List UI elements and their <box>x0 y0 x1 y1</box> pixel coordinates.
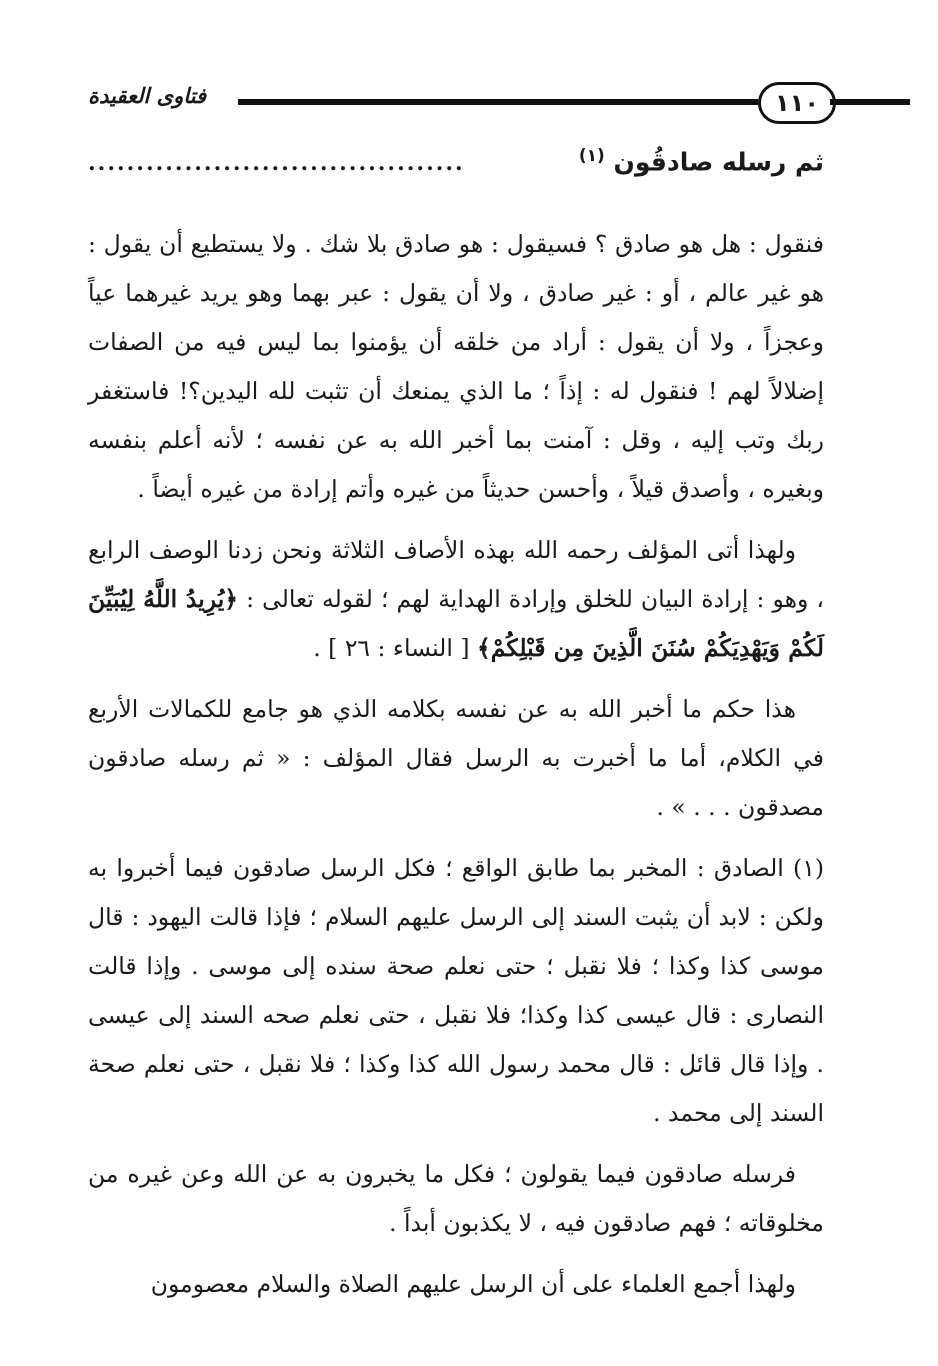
section-heading <box>88 140 824 190</box>
header-rule-right <box>830 99 910 105</box>
book-title: فتاوى العقيدة <box>88 84 207 108</box>
page-header <box>88 78 824 130</box>
verse-citation: [ النساء : ٢٦ ] . <box>313 634 470 662</box>
paragraph-1: فنقول : هل هو صادق ؟ فسيقول : هو صادق بلا شك . ولا يستطيع أن يقول : هو غير عالم ، أو : غير صادق ، ولا أن يقول : عبر بهما وهو يريد غيرهما عياً وعجزاً ، ولا أن يقول : أراد من خلقه أن يؤمنوا بما ليس فيه من الصفات إضلالاً لهم ! فنقول له : إذاً ؛ ما الذي يمنعك أن تثبت لله اليدين؟! فاستغفر ربك وتب إليه ، وقل : آمنت بما أخبر الله به عن نفسه ؛ لأنه أعلم بنفسه وبغيره ، وأصدق قيلاً ، وأحسن حديثاً من غيره وأتم إرادة من غيره أيضاً . <box>88 230 824 503</box>
paragraph-6: ولهذا أجمع العلماء على أن الرسل عليهم الصلاة والسلام معصومون <box>150 1270 796 1298</box>
page-number: ١١٠ <box>758 82 836 124</box>
paragraph-5: فرسله صادقون فيما يقولون ؛ فكل ما يخبرون به عن الله وعن غيره من مخلوقاته ؛ فهم صادقون فيه ، لا يكذبون أبداً . <box>88 1160 824 1237</box>
heading-text <box>579 146 824 176</box>
paragraph-2-text: ولهذا أتى المؤلف رحمه الله بهذه الأصاف الثلاثة ونحن زدنا الوصف الرابع ، وهو : إرادة البيان للخلق وإرادة الهداية لهم ؛ لقوله تعالى : <box>88 536 824 613</box>
paragraph-3: هذا حكم ما أخبر الله به عن نفسه بكلامه الذي هو جامع للكمالات الأربع في الكلام، أما ما أخبرت به الرسل فقال المؤلف : « ثم رسله صادقون مصدقون . . . » . <box>88 695 824 821</box>
paragraph-2 <box>88 526 824 673</box>
body-text <box>88 220 824 1321</box>
quran-verse: ﴿يُرِيدُ اللَّهُ لِيُبَيِّنَ لَكُمْ وَيَهْدِيَكُمْ سُنَنَ الَّذِينَ مِن قَبْلِكُمْ﴾ <box>88 585 824 662</box>
footnote-marker: (١) <box>578 146 605 166</box>
footnote: (١) الصادق : المخبر بما طابق الواقع ؛ فكل الرسل صادقون فيما أخبروا به ولكن : لابد أن يثبت السند إلى الرسل عليهم السلام ؛ فإذا قالت اليهود : قال موسى كذا وكذا ؛ فلا نقبل ؛ حتى نعلم صحة سنده إلى موسى . وإذا قالت النصارى : قال عيسى كذا وكذا؛ فلا نقبل ، حتى نعلم صحه السند إلى عيسى . وإذا قال قائل : قال محمد رسول الله كذا وكذا ؛ فلا نقبل ، حتى نعلم صحة السند إلى محمد . <box>88 854 824 1127</box>
heading-dot-leader: ....................................... <box>88 150 465 176</box>
heading-title: ثم رسله صادقُون <box>613 147 824 177</box>
header-rule-left <box>238 99 758 105</box>
